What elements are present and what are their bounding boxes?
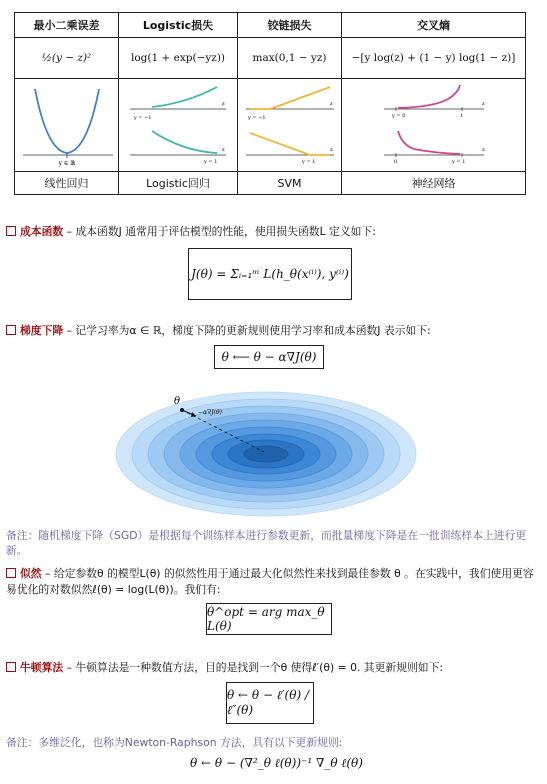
logistic-label-neg: y = −1 bbox=[134, 115, 152, 121]
svg-text:z: z bbox=[329, 101, 333, 107]
bullet-icon bbox=[6, 662, 16, 672]
newton-term: 牛顿算法 bbox=[20, 661, 64, 674]
ls-axis-label: y ∈ ℝ bbox=[58, 160, 75, 167]
model-neural-network: 神经网络 bbox=[342, 172, 526, 195]
newton-raphson-note: 备注：多维泛化，也称为Newton-Raphson 方法，具有以下更新规则: bbox=[6, 736, 343, 749]
likelihood-paragraph: 似然 – 给定参数θ 的模型L(θ) 的似然性用于通过最大化似然性来找到最佳参数 θ 。在实践中，我们使用更容易优化的对数似然ℓ(θ) = log(L(θ))。我们有: bbox=[6, 567, 534, 596]
gradient-descent-term: 梯度下降 bbox=[20, 324, 64, 337]
bullet-icon bbox=[6, 325, 16, 335]
svg-text:z: z bbox=[329, 147, 333, 153]
cost-function-term: 成本函数 bbox=[20, 225, 64, 238]
model-svm: SVM bbox=[238, 172, 342, 195]
header-cross-entropy: 交叉熵 bbox=[342, 13, 526, 38]
likelihood-term: 似然 bbox=[20, 567, 42, 580]
model-linear-regression: 线性回归 bbox=[15, 172, 119, 195]
cost-equation: J(θ) = Σᵢ₌₁ᵐ L(h_θ(x⁽ⁱ⁾), y⁽ⁱ⁾) bbox=[188, 248, 352, 300]
header-least-squares: 最小二乘误差 bbox=[15, 13, 119, 38]
svg-text:1: 1 bbox=[459, 113, 463, 119]
gradient-descent-paragraph: 梯度下降 – 记学习率为α ∈ ℝ，梯度下降的更新规则使用学习率和成本函数J 表示如下: bbox=[6, 323, 536, 339]
bullet-icon bbox=[6, 226, 16, 236]
svg-text:0: 0 bbox=[393, 159, 397, 165]
plot-least-squares bbox=[15, 79, 119, 172]
ce-label-one: y = 1 bbox=[451, 159, 465, 165]
svg-text:z: z bbox=[481, 101, 485, 107]
cost-function-paragraph: 成本函数 – 成本函数J 通常用于评估模型的性能，使用损失函数L 定义如下: bbox=[6, 224, 536, 240]
ce-label-zero: y = 0 bbox=[391, 113, 405, 119]
logistic-label-pos: y = 1 bbox=[204, 159, 218, 165]
svg-text:z: z bbox=[222, 101, 225, 107]
svg-text:z: z bbox=[222, 147, 225, 153]
hinge-label-neg: y = −1 bbox=[247, 115, 266, 121]
header-logistic: Logistic损失 bbox=[119, 13, 238, 38]
plot-cross-entropy bbox=[342, 79, 526, 172]
svg-text:z: z bbox=[481, 147, 485, 153]
newton-equation: θ ← θ − ℓ′(θ) / ℓ″(θ) bbox=[226, 682, 314, 724]
hinge-label-pos: y = 1 bbox=[301, 159, 315, 165]
step-label: −α∇J(θ) bbox=[198, 409, 222, 416]
formula-logistic: log(1 + exp(−yz)) bbox=[119, 38, 238, 79]
formula-least-squares: ½(y − z)² bbox=[15, 38, 119, 79]
newton-paragraph: 牛顿算法 – 牛顿算法是一种数值方法，目的是找到一个θ 使得ℓ′(θ) = 0. 其更新规则如下: bbox=[6, 660, 536, 676]
bullet-icon bbox=[6, 568, 16, 578]
likelihood-equation: θ^opt = arg max_θ L(θ) bbox=[206, 603, 332, 635]
plot-hinge bbox=[238, 79, 342, 172]
newton-raphson-equation: θ ← θ − (∇²_θ ℓ(θ))⁻¹ ∇_θ ℓ(θ) bbox=[190, 756, 363, 770]
plot-logistic bbox=[119, 79, 238, 172]
gradient-descent-equation: θ ⟵ θ − α∇J(θ) bbox=[214, 345, 324, 369]
header-hinge: 铰链损失 bbox=[238, 13, 342, 38]
loss-comparison-table bbox=[14, 12, 526, 195]
gradient-descent-contour-figure bbox=[110, 388, 430, 520]
formula-hinge: max(0,1 − yz) bbox=[238, 38, 342, 79]
model-logistic-regression: Logistic回归 bbox=[119, 172, 238, 195]
sgd-note: 备注：随机梯度下降（SGD）是根据每个训练样本进行参数更新，而批量梯度下降是在一批训练样本上进行更新。 bbox=[6, 529, 527, 557]
formula-cross-entropy: −[y log(z) + (1 − y) log(1 − z)] bbox=[342, 38, 526, 79]
theta-label: θ bbox=[174, 396, 181, 407]
